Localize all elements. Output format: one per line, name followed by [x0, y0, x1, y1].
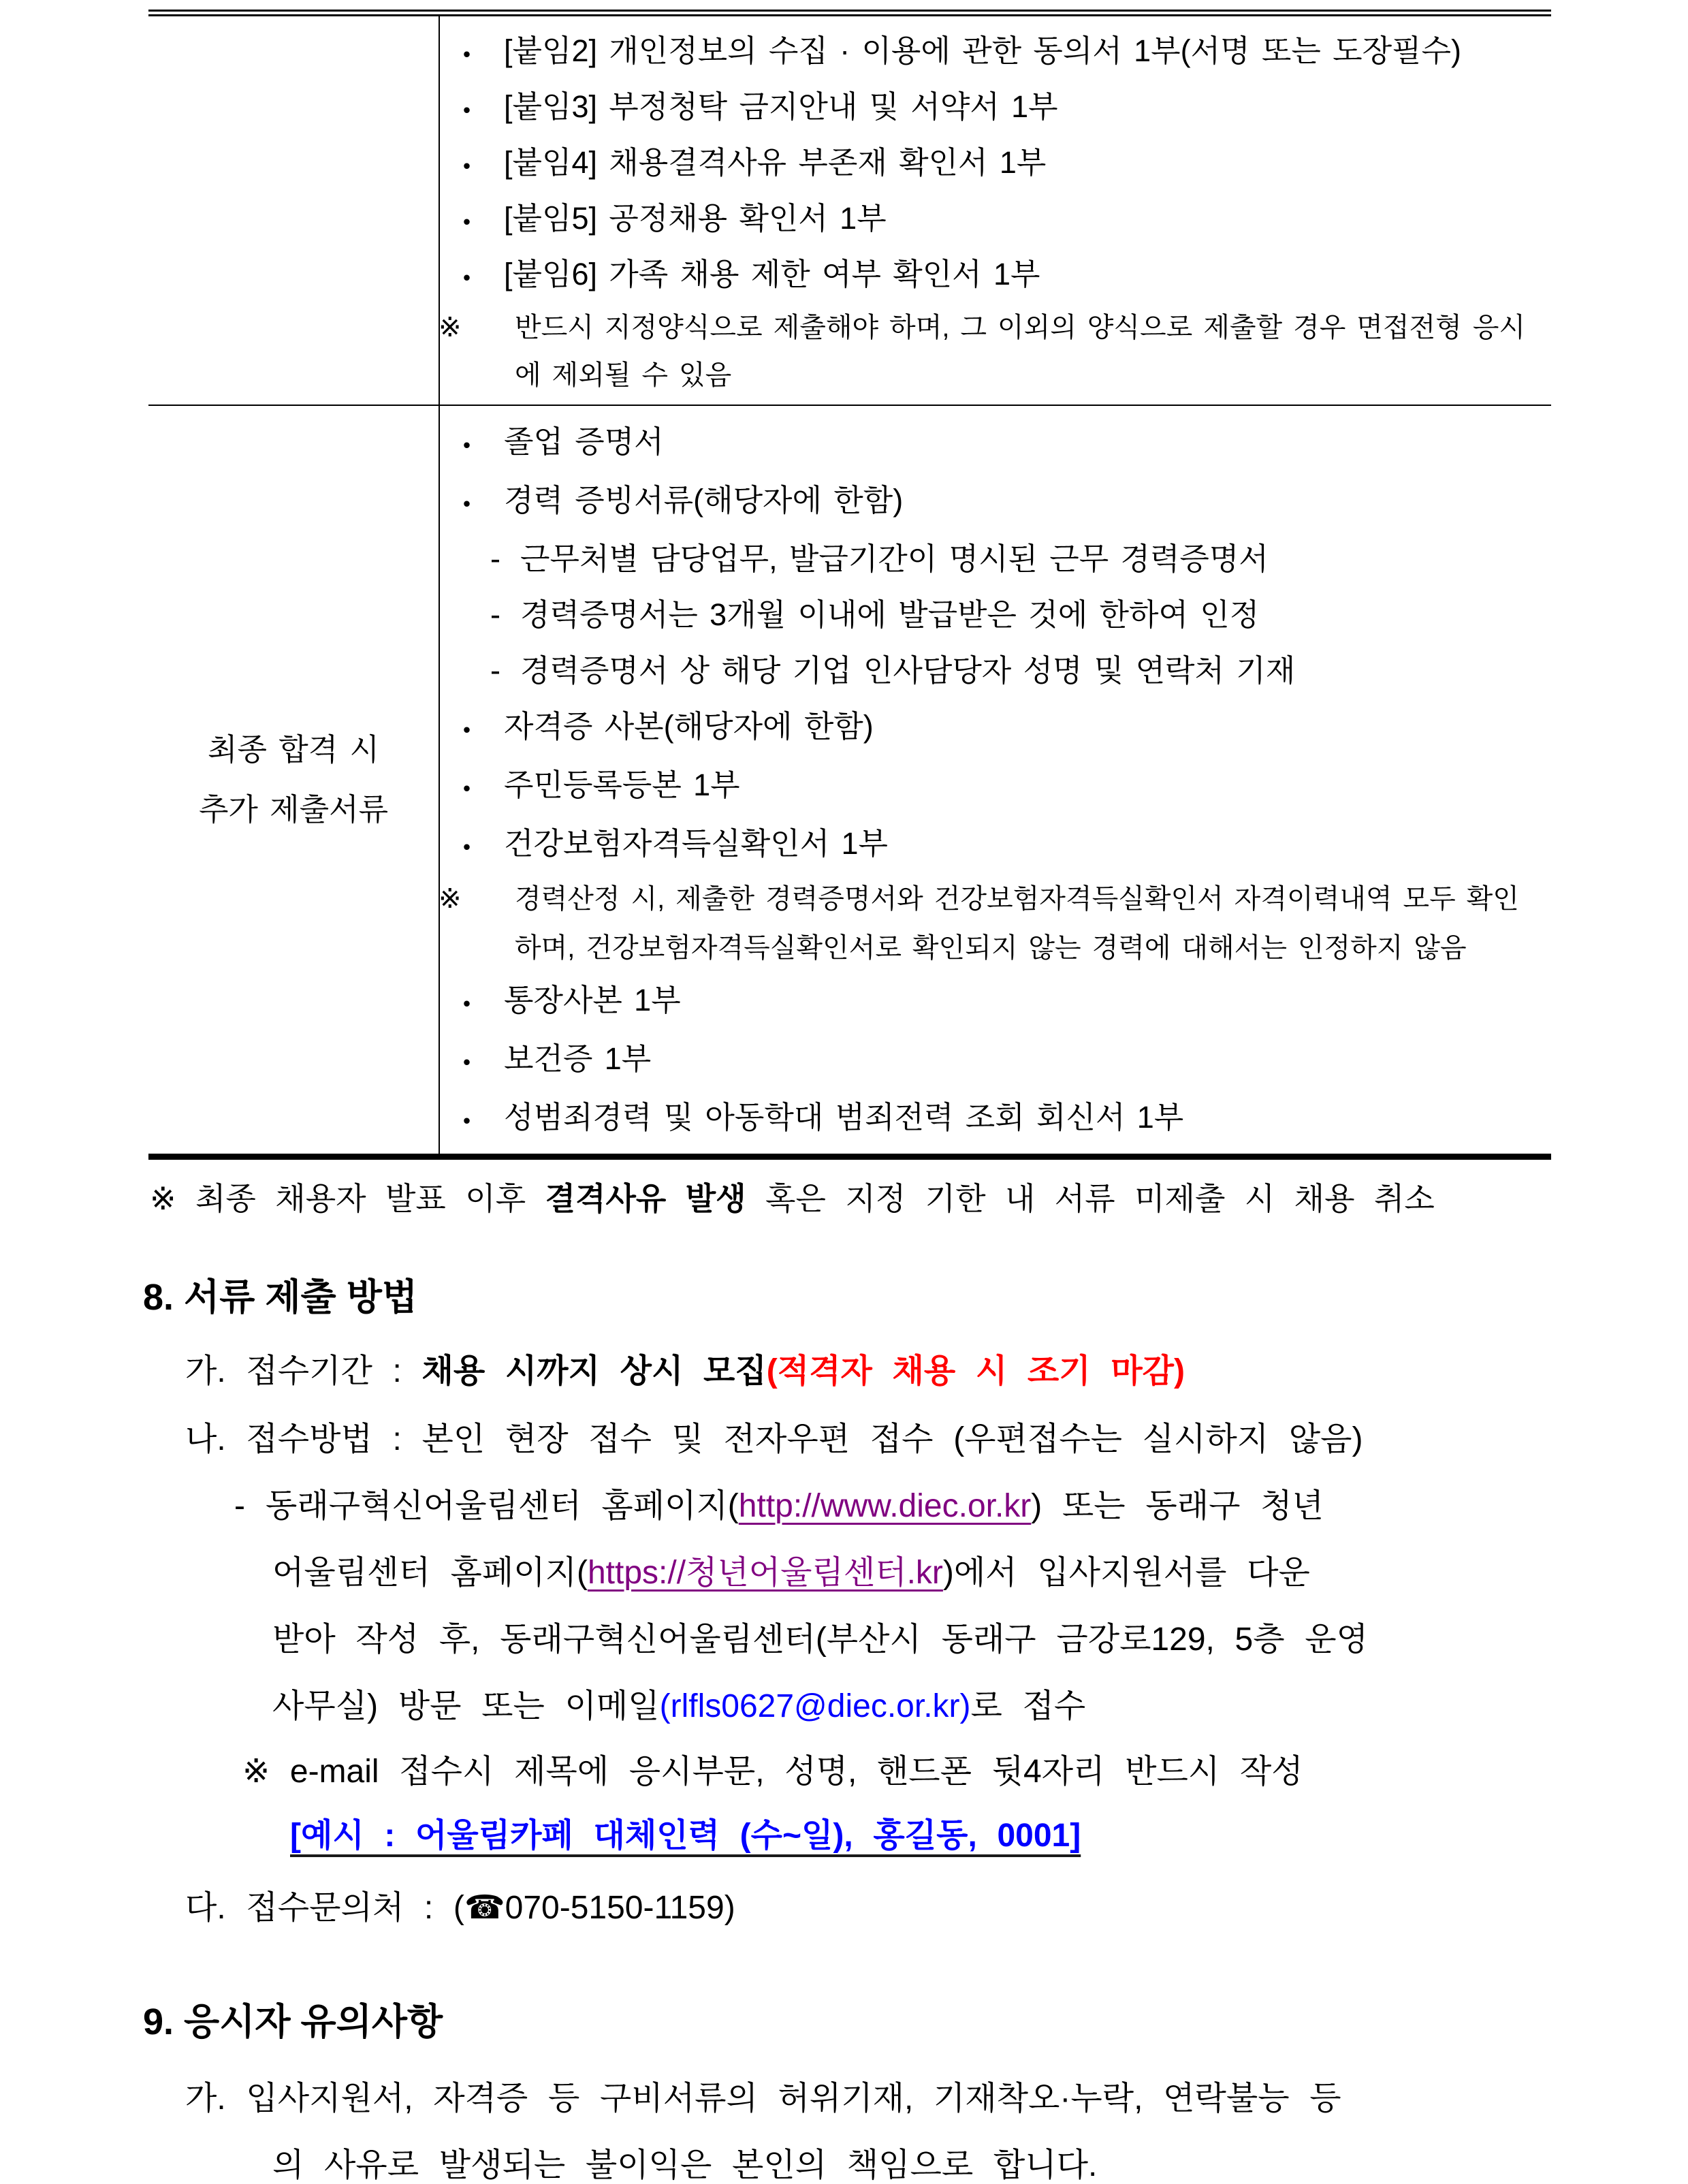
receipt-period-bold: 채용 시까지 상시 모집 [421, 1353, 767, 1389]
doc-item [463, 192, 1544, 248]
reference-mark-icon: ※ [439, 313, 462, 343]
receipt-method-line: 나. 접수방법 : 본인 현장 접수 및 전자우편 접수 (우편접수는 실시하지 않음) [185, 1421, 1363, 1457]
final-pass-docs-row [148, 406, 1551, 1154]
applicant-notice-line-2: 의 사유로 발생되는 불이익은 본인의 책임으로 합니다. [272, 2147, 1098, 2183]
doc-item-text: 통장사본 1부 [504, 983, 681, 1017]
doc-item [463, 25, 1544, 80]
bullet-icon: • [463, 1049, 471, 1074]
doc-subitem [463, 531, 1544, 587]
cancel-note-prefix: ※ 최종 채용자 발표 이후 [150, 1181, 545, 1216]
dash-icon: - [490, 653, 500, 688]
website-line-1-pre: 동래구혁신어울림센터 홈페이지( [266, 1488, 739, 1524]
doc-item [463, 757, 1544, 816]
website-line-1-post: ) 또는 동래구 청년 [1031, 1488, 1324, 1524]
reference-mark-icon: ※ [242, 1754, 270, 1790]
required-docs-row [148, 16, 1551, 406]
applicant-notice-line-1: 가. 입사지원서, 자격증 등 구비서류의 허위기재, 기재착오·누락, 연락불능 등 [185, 2080, 1341, 2117]
bullet-icon: • [463, 491, 471, 516]
cancel-note-bold: 결격사유 발생 [545, 1181, 746, 1216]
doc-item [463, 972, 1544, 1031]
note-text: 반드시 지정양식으로 제출해야 하며, 그 이외의 양식으로 제출할 경우 면접전형 응시에 제외될 수 있음 [515, 313, 1526, 390]
dash-icon: - [490, 597, 500, 632]
doc-item [463, 1031, 1544, 1090]
doc-item-text: 주민등록등본 1부 [504, 767, 740, 802]
dash-icon: - [234, 1488, 245, 1524]
bullet-icon: • [463, 432, 471, 457]
email-title-note-text: e-mail 접수시 제목에 응시부문, 성명, 핸드폰 뒷4자리 반드시 작성 [289, 1754, 1303, 1790]
email-title-note [242, 1754, 1688, 1790]
receipt-period-line [185, 1353, 1688, 1390]
doc-item [463, 136, 1544, 192]
doc-subitem-text: 경력증명서 상 해당 기업 인사담당자 성명 및 연락처 기재 [520, 653, 1296, 688]
doc-item-text: 경력 증빙서류(해당자에 한함) [504, 483, 904, 518]
doc-item [463, 80, 1544, 136]
website-line-1 [234, 1488, 1688, 1525]
doc-item [463, 414, 1544, 473]
doc-item-text: [붙임6] 가족 채용 제한 여부 확인서 1부 [504, 257, 1040, 291]
final-pass-label-line1: 최종 합격 시 [208, 732, 379, 767]
bullet-icon: • [463, 1108, 471, 1133]
final-pass-label-line2: 추가 제출서류 [198, 792, 389, 827]
website-line-2-pre: 어울림센터 홈페이지( [272, 1555, 588, 1591]
required-docs-cell [440, 16, 1551, 405]
bullet-icon: • [463, 265, 471, 289]
row-label-cell [148, 406, 440, 1154]
doc-item [463, 248, 1544, 304]
email-title-example: [예시 : 어울림카페 대체인력 (수~일), 홍길동, 0001] [290, 1818, 1081, 1854]
contact-phone-number: 070-5150-1159) [505, 1890, 735, 1926]
doc-item-text: [붙임2] 개인정보의 수집 · 이용에 관한 동의서 1부(서명 또는 도장필수) [504, 33, 1461, 68]
doc-item-text: 보건증 1부 [504, 1041, 652, 1076]
doc-item [463, 816, 1544, 874]
email-submit-line [272, 1688, 1688, 1725]
bullet-icon: • [463, 42, 471, 66]
submission-docs-table [148, 10, 1551, 1160]
row-label-cell-empty [148, 16, 440, 405]
phone-icon: ☎ [464, 1890, 505, 1926]
recruitment-notice-page [0, 10, 1688, 2183]
note-text: 경력산정 시, 제출한 경력증명서와 건강보험자격득실확인서 자격이력내역 모두 확인하며, 건강보험자격득실확인서로 확인되지 않는 경력에 대해서는 인정하지 않음 [515, 884, 1519, 963]
doc-item-text: 건강보험자격득실확인서 1부 [504, 826, 888, 861]
doc-subitem [463, 587, 1544, 643]
doc-item [463, 473, 1544, 531]
doc-item-text: [붙임4] 채용결격사유 부존재 확인서 1부 [504, 145, 1047, 180]
format-warning-note [439, 304, 1544, 399]
bullet-icon: • [463, 776, 471, 800]
bullet-icon: • [463, 717, 471, 742]
doc-subitem-text: 경력증명서는 3개월 이내에 발급받은 것에 한하여 인정 [520, 597, 1260, 632]
email-link[interactable]: (rlfls0627@diec.or.kr) [659, 1688, 971, 1724]
doc-item-text: 졸업 증명서 [504, 424, 664, 459]
final-pass-docs-cell [440, 406, 1551, 1154]
bullet-icon: • [463, 153, 471, 178]
section-8-heading: 8. 서류 제출 방법 [143, 1277, 418, 1318]
early-close-warning: (적격자 채용 시 조기 마감) [766, 1353, 1185, 1389]
bullet-icon: • [463, 209, 471, 234]
receipt-period-label: 가. 접수기간 : [185, 1353, 422, 1389]
doc-subitem [463, 643, 1544, 699]
reference-mark-icon: ※ [439, 884, 462, 914]
doc-item-text: 자격증 사본(해당자에 한함) [504, 709, 874, 744]
career-check-note [439, 874, 1544, 972]
contact-line [185, 1890, 1688, 1927]
bullet-icon: • [463, 97, 471, 122]
website-line-2-post: )에서 입사지원서를 다운 [942, 1555, 1310, 1591]
dash-icon: - [490, 541, 500, 576]
section-9-heading: 9. 응시자 유의사항 [143, 2001, 443, 2042]
website-line-2 [272, 1555, 1688, 1592]
email-submit-pre: 사무실) 방문 또는 이메일 [272, 1688, 660, 1724]
hiring-cancel-note [150, 1180, 1688, 1217]
doc-item-text: [붙임3] 부정청탁 금지안내 및 서약서 1부 [504, 89, 1058, 124]
email-submit-post: 로 접수 [970, 1688, 1086, 1724]
doc-item [463, 699, 1544, 757]
bullet-icon: • [463, 991, 471, 1015]
diec-website-link[interactable]: http://www.diec.or.kr [738, 1488, 1032, 1524]
youth-center-website-link[interactable]: https://청년어울림센터.kr [587, 1555, 943, 1591]
doc-item-text: 성범죄경력 및 아동학대 범죄전력 조회 회신서 1부 [504, 1100, 1184, 1135]
address-line: 받아 작성 후, 동래구혁신어울림센터(부산시 동래구 금강로129, 5층 운영 [272, 1621, 1368, 1658]
doc-subitem-text: 근무처별 담당업무, 발급기간이 명시된 근무 경력증명서 [520, 541, 1269, 576]
doc-item [463, 1090, 1544, 1148]
cancel-note-suffix: 혹은 지정 기한 내 서류 미제출 시 채용 취소 [746, 1181, 1435, 1216]
doc-item-text: [붙임5] 공정채용 확인서 1부 [504, 201, 887, 236]
contact-line-pre: 다. 접수문의처 : ( [185, 1890, 464, 1926]
bullet-icon: • [463, 834, 471, 859]
